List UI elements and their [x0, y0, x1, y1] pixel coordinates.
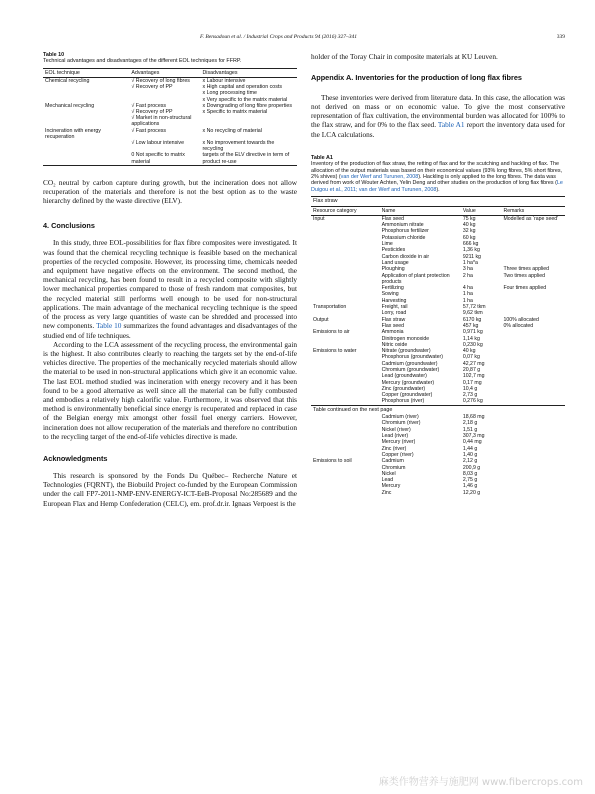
resource-name-cell: Mercury (river) — [381, 439, 416, 446]
resource-name-cell: Mercury — [381, 483, 401, 490]
resource-value-cell: 2 ha — [462, 272, 473, 279]
tableA1-continued-body — [311, 414, 565, 496]
resource-value-cell: 20,87 g — [462, 366, 481, 373]
resource-value-cell: 1,36 kg — [462, 247, 480, 254]
disadvantage-cell: x Labour intensive — [202, 78, 246, 85]
resource-name-cell: Cadmium (groundwater) — [381, 360, 438, 367]
advantage-cell: √ Fast process — [131, 102, 167, 109]
resource-category-cell: Input — [313, 215, 325, 222]
resource-name-cell: Lead (groundwater) — [381, 373, 427, 380]
resource-value-cell: 12,20 g — [462, 489, 481, 496]
resource-value-cell: 1 ha — [462, 297, 473, 304]
table10-col-disadvantages: Disadvantages — [202, 69, 238, 76]
eol-technique-cell: Incineration with energy recuperation — [45, 127, 101, 140]
resource-remarks-cell: 100% allocated — [503, 316, 539, 323]
resource-name-cell: Cadmium (river) — [381, 414, 419, 421]
watermark: 麻类作物营养与施肥网 www.fibercrops.com — [378, 777, 583, 788]
resource-value-cell: 1,51 g — [462, 426, 478, 433]
eol-technique-cell — [43, 140, 129, 152]
page-number: 339 — [556, 34, 565, 40]
resource-name-cell: Land usage — [381, 259, 409, 266]
tableA1-body — [311, 215, 565, 404]
table-row — [311, 490, 565, 496]
appendix-paragraph: These inventories were derived from literature data. In this case, the allocation was not derived on mass or on economic value. To give the most conservative representation of flax cultivation, the environmental burden was allocated for 100% to the flax straw, and for 0% to the flax seed. Table A1 report the inventory data used for the LCA calculations. — [311, 92, 565, 139]
tableA1-link[interactable]: Table A1 — [437, 120, 465, 130]
resource-name-cell: Phosphorus (river) — [381, 398, 425, 405]
resource-name-cell: Copper (river) — [381, 451, 414, 458]
tableA1 — [311, 207, 565, 405]
table-row — [43, 128, 297, 140]
resource-name-cell: Chromium (river) — [381, 420, 421, 427]
resource-name-cell: Flax straw — [381, 316, 406, 323]
resource-name-cell: Harvesting — [381, 297, 407, 304]
resource-name-cell: Fertilizing — [381, 285, 404, 292]
advantage-cell: √ Fast process — [131, 127, 167, 134]
resource-remarks-cell — [501, 490, 565, 496]
resource-name-cell: Zinc (groundwater) — [381, 385, 426, 392]
resource-name-cell: Nickel — [381, 470, 396, 477]
resource-value-cell: 0,230 kg — [462, 341, 483, 348]
disadvantage-cell: x No improvement towards the recycling — [202, 140, 275, 153]
running-title: F. Bensadoun et al. / Industrial Crops and Products 94 (2016) 327–341 — [200, 34, 358, 40]
tableA1-col-category: Resource category — [313, 207, 357, 214]
citation-link-2[interactable]: Le Duigou et al., 2011; van der Werf and Turunen, 2008 — [311, 180, 563, 193]
conclusions-heading: 4. Conclusions — [43, 221, 95, 231]
resource-value-cell: 9,62 tkm — [462, 310, 483, 317]
disadvantage-cell: x Specific to matrix material — [202, 109, 268, 116]
resource-name-cell: Chromium — [381, 464, 406, 471]
resource-name-cell: Sowing — [381, 291, 399, 298]
eol-technique-cell: Chemical recycling — [45, 78, 90, 85]
resource-value-cell: 8,03 g — [462, 470, 478, 477]
running-header — [200, 34, 565, 40]
resource-remarks-cell: Four times applied — [503, 285, 547, 292]
conclusions-paragraph-2: According to the LCA assessment of the recycling process, the environmental gain is the highest. It also contributes clearly to reaching the targets set by the end-of-life vehicles directive. The properties of the mechanically recycled materials should allow the material to be used in non-structural applications which give it an economic value. The last EOL method studied was incineration with energy recovery and it has been found to be a good alternative as well since all the material can be fully combusted and embodies a relatively high calorific value. Furthermore, it was observed that this method is environmentally beneficial since energy is recuperated and replaced in case of the Belgian energy mix amongst other fossil fuel energy carriers. However, incineration does not allow recuperation of the materials and therefore no contribution to the recycling target of the end-of-life vehicles directive is made. — [43, 339, 297, 441]
table-row — [311, 215, 565, 222]
resource-value-cell: 0,07 kg — [462, 354, 480, 361]
resource-name-cell: Lead (river) — [381, 433, 409, 440]
resource-value-cell: 666 kg — [462, 241, 479, 248]
right-column — [311, 52, 565, 496]
table10-title: Technical advantages and disadvantages of the different EOL techniques for FFRP. — [43, 58, 242, 65]
conclusions-paragraph-1: In this study, three EOL-possibilities for flax fibre composites were investigated. It was found that the chemical recycling technique is feasible based on the mechanical properties of the recycled composite. However, its processing time, chemicals needed and equipment have negative effects on the environment. The second method, the mechanical recycling, has been found to result in a recycled composite with slightly lower mechanical properties compared to those of fresh random mat composites, but the recycled material still performs well enough to be used for non-structural applications. The main advantage of the mechanical recycling technique is the speed of the process as very large quantities of waste can be shredded and processed into new components. Table 10 summarizes the found advantages and disadvantages of the studied end of life techniques. — [43, 238, 297, 340]
resource-category-cell: Output — [313, 316, 329, 323]
advantage-cell: √ Market in non-structural applications — [131, 115, 192, 128]
disadvantage-cell: x Downgrading of long fibre properties — [202, 102, 292, 109]
resource-value-cell: 0,44 mg — [462, 439, 482, 446]
resource-value-cell: 57,72 tkm — [462, 304, 486, 311]
disadvantage-cell: x No recycling of material — [202, 127, 262, 134]
resource-name-cell: Lead — [381, 477, 394, 484]
table10-col-technique: EOL technique — [45, 69, 80, 76]
tableA1-col-value: Value — [462, 207, 476, 214]
eol-technique-cell: Mechanical recycling — [45, 102, 95, 109]
resource-name-cell: Freight, rail — [381, 304, 408, 311]
resource-value-cell: 2,73 g — [462, 392, 478, 399]
resource-value-cell: 6170 kg — [462, 316, 482, 323]
resource-name-cell: Phosphorus fertilizer — [381, 228, 429, 235]
resource-name-cell: Cadmium — [381, 458, 404, 465]
resource-name-cell: Nickel (river) — [381, 426, 411, 433]
disadvantage-cell: x Long processing time — [202, 90, 257, 97]
tableA1-col-remarks: Remarks — [503, 207, 525, 214]
eol-technique-cell — [43, 152, 129, 164]
resource-value-cell: 3 ha — [462, 266, 473, 273]
resource-remarks-cell: 0% allocated — [503, 322, 534, 329]
resource-value-cell: 60 kg — [462, 234, 476, 241]
table-row — [43, 152, 297, 164]
resource-value-cell: 0,971 kg — [462, 329, 483, 336]
table10-col-advantages: Advantages — [131, 69, 160, 76]
resource-name-cell: Copper (groundwater) — [381, 392, 433, 399]
advantage-cell: √ Recovery of PP — [131, 84, 173, 91]
disadvantage-cell: x Very specific to the matrix material — [202, 96, 288, 103]
resource-value-cell: 2,18 g — [462, 420, 478, 427]
resource-name-cell: Ammonium nitrate — [381, 222, 424, 229]
resource-value-cell: 4 ha — [462, 285, 473, 292]
resource-category-cell: Transportation — [313, 304, 347, 311]
appendix-heading: Appendix A. Inventories for the production of long flax fibres — [311, 73, 522, 83]
acknowledgments-heading: Acknowledgments — [43, 453, 108, 463]
resource-value-cell: 42,27 mg — [462, 360, 485, 367]
resource-value-cell: 457 kg — [462, 322, 479, 329]
intro-paragraph: CO₂ neutral by carbon capture during growth, but the incineration does not allow recuperation of the materials and therefore is not the best option as to the waste hierarchy defined by the waste directive (ELV). — [43, 177, 297, 206]
resource-value-cell: 10,4 g — [462, 385, 478, 392]
acknowledgments-paragraph: This research is sponsored by the Fonds Du Québec– Recherche Nature et Technologies (FQRNT), the Biobuild Project co-funded by the European Commission under the call FP7-2011-NMP-ENV-ENERGY-ICT-EeB-Proposal No:285689 and the European Flax and Hemp Confederation (CELC), em. prof.dr.ir. Ignaas Verpoest is the — [43, 470, 297, 508]
resource-value-cell: 32 kg — [462, 228, 476, 235]
resource-value-cell: 75 kg — [462, 215, 476, 222]
resource-value-cell: 1,40 g — [462, 451, 478, 458]
tableA1-caption: Table A1 Inventory of the production of flax straw, the retting of flax and for the scutching and hackling of flax. The allocation of the output materials was based on their economical values (93% long fibres, 5% short fibres, 2% shives) (van der Werf and Turunen, 2008). Hackling is only applied to the long fibres. The data was derived from work of Wouter Achten, Yelin Deng and other studies on the production of long flax fibres (Le Duigou et al., 2011; van der Werf and Turunen, 2008). — [311, 154, 563, 193]
advantage-cell: 0 Not specific to matrix material — [131, 152, 185, 165]
resource-remarks-cell: Modelled as ‘rape seed’ — [503, 215, 559, 222]
left-column — [43, 52, 297, 508]
resource-name-cell: Flax seed — [381, 322, 405, 329]
table-row — [43, 115, 297, 127]
table10-link[interactable]: Table 10 — [96, 321, 122, 331]
resource-name-cell: Carbon dioxide in air — [381, 253, 430, 260]
table10-caption — [43, 52, 297, 65]
resource-name-cell: Flax seed — [381, 215, 405, 222]
resource-value-cell: 102,7 mg — [462, 373, 485, 380]
resource-name-cell: Zinc — [381, 489, 392, 496]
resource-category-cell: Emissions to water — [313, 348, 357, 355]
resource-value-cell: 1 ha — [462, 291, 473, 298]
resource-value-cell: 1,46 g — [462, 483, 478, 490]
resource-name-cell: Application of plant protection products — [381, 272, 450, 285]
resource-value-cell: 0,276 kg — [462, 398, 483, 405]
resource-category-cell: Emissions to soil — [313, 458, 352, 465]
resource-value-cell: 0,17 mg — [462, 379, 482, 386]
resource-category-cell — [311, 273, 380, 286]
table10-label: Table 10 — [43, 52, 65, 58]
resource-name-cell: Pesticides — [381, 247, 406, 254]
advantage-cell: √ Recovery of long fibres — [131, 78, 190, 85]
resource-remarks-cell: Two times applied — [503, 272, 545, 279]
resource-name-cell: Zinc (river) — [381, 445, 407, 452]
tableA1-label: Table A1 — [311, 154, 333, 161]
table10-body — [43, 78, 297, 165]
table10 — [43, 69, 297, 165]
eol-technique-cell — [43, 115, 129, 127]
resource-name-cell: Dinitrogen monoxide — [381, 335, 430, 342]
resource-name-cell: Lorry, road — [381, 310, 407, 317]
table-continued-note: Table continued on the next page — [313, 406, 393, 413]
disadvantage-cell — [200, 115, 297, 127]
table-row — [311, 273, 565, 286]
table-row — [43, 140, 297, 152]
resource-value-cell: 200,9 g — [462, 464, 481, 471]
tableA1-col-name: Name — [381, 207, 396, 214]
resource-value-cell: 1,44 g — [462, 445, 478, 452]
resource-name-cell: Mercury (groundwater) — [381, 379, 435, 386]
resource-name-cell: Lime — [381, 241, 393, 248]
continued-paragraph: holder of the Toray Chair in composite materials at KU Leuven. — [311, 52, 498, 61]
resource-name-cell: Chromium (groundwater) — [381, 366, 440, 373]
disadvantage-cell: x High capital and operation costs — [202, 84, 282, 91]
resource-value-cell: 9211 kg — [462, 253, 481, 260]
resource-name-cell: Nitrate (groundwater) — [381, 348, 431, 355]
resource-name-cell: Nitric oxide — [381, 341, 408, 348]
resource-value-cell: 2,12 g — [462, 458, 478, 465]
resource-value-cell: 40 kg — [462, 348, 476, 355]
resource-name-cell: Potassium chloride — [381, 234, 426, 241]
citation-link-1[interactable]: van der Werf and Turunen, 2008 — [340, 173, 419, 180]
resource-name-cell: Ploughing — [381, 266, 405, 273]
advantage-cell: √ Recovery of PP — [131, 109, 173, 116]
resource-value-cell: 1,14 kg — [462, 335, 480, 342]
tableA1-subheader: Flax straw — [311, 197, 565, 206]
resource-value-cell: 18,68 mg — [462, 414, 485, 421]
resource-name-cell: Ammonia — [381, 329, 404, 336]
resource-category-cell: Emissions to air — [313, 329, 350, 336]
resource-value-cell: 1 ha*a — [462, 259, 478, 266]
resource-value-cell: 40 kg — [462, 222, 476, 229]
resource-value-cell: 2,75 g — [462, 477, 478, 484]
resource-value-cell: 307,3 mg — [462, 433, 485, 440]
tableA1-continued — [311, 414, 565, 496]
resource-name-cell: Phosphorus (groundwater) — [381, 354, 443, 361]
disadvantage-cell: targets of the ELV directive in term of product re-use — [202, 152, 290, 165]
advantage-cell: √ Low labour intensive — [131, 140, 185, 147]
resource-category-cell — [311, 490, 380, 496]
resource-remarks-cell: Three times applied — [503, 266, 550, 273]
